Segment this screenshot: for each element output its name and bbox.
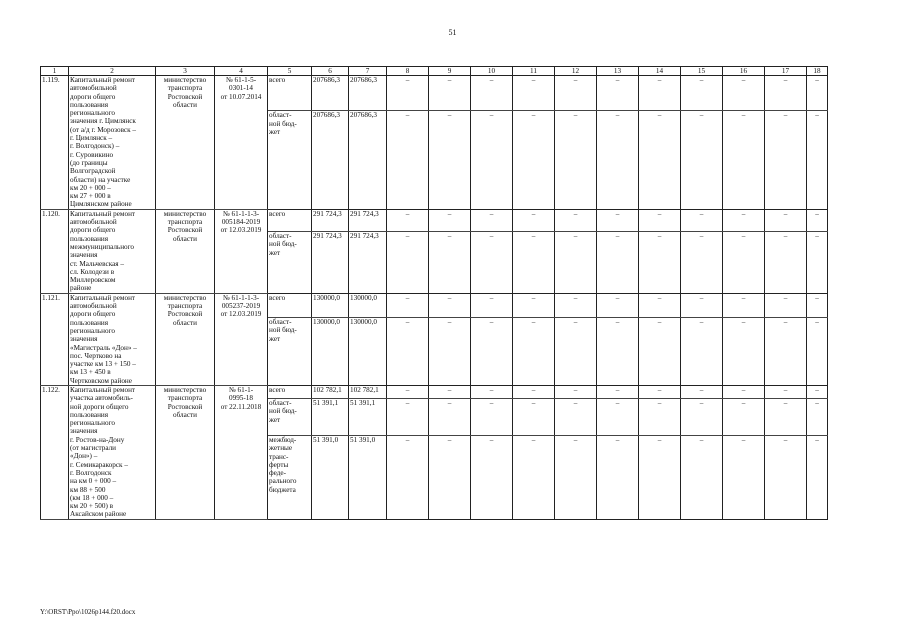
dash-cell: – — [639, 435, 681, 519]
dash-cell: – — [387, 385, 429, 398]
dash-cell: – — [765, 209, 807, 231]
dash-cell: – — [681, 293, 723, 317]
column-header: 6 — [312, 67, 349, 76]
dash-cell: – — [639, 111, 681, 209]
value-cell: 207686,3 — [349, 111, 387, 209]
document-cell: № 61-1-5- 0301-14 от 10.07.2014 — [215, 76, 268, 210]
row-number-cell: 1.121. — [41, 293, 69, 385]
dash-cell: – — [765, 76, 807, 111]
document-cell: № 61-1-1-3- 005184-2019 от 12.03.2019 — [215, 209, 268, 293]
dash-cell: – — [597, 111, 639, 209]
column-header: 11 — [513, 67, 555, 76]
dash-cell: – — [807, 318, 828, 386]
dash-cell: – — [513, 293, 555, 317]
dash-cell: – — [471, 293, 513, 317]
dash-cell: – — [807, 385, 828, 398]
row-number-cell: 1.122. — [41, 385, 69, 519]
column-header: 14 — [639, 67, 681, 76]
dash-cell: – — [387, 435, 429, 519]
dash-cell: – — [765, 385, 807, 398]
dash-cell: – — [513, 231, 555, 293]
table-row — [41, 385, 828, 398]
column-header: 2 — [69, 67, 156, 76]
dash-cell: – — [429, 111, 471, 209]
column-header: 4 — [215, 67, 268, 76]
dash-cell: – — [471, 231, 513, 293]
dash-cell: – — [597, 318, 639, 386]
row-number-cell: 1.120. — [41, 209, 69, 293]
value-cell: 291 724,3 — [349, 209, 387, 231]
dash-cell: – — [639, 318, 681, 386]
column-header: 17 — [765, 67, 807, 76]
object-name-cell: Капитальный ремонт автомобильной дороги общего пользования регионального значения г. Цимлянск (от а/д г. Морозовск – г. Цимлянск – г. Волгодонск) – г. Суровикино (до границы Волгоградской области) на участке км 20 + 000 – км 27 + 000 в Цимлянском районе — [69, 76, 156, 210]
file-path-footer: Y:\ORST\Ppo\1026p144.f20.docx — [40, 608, 136, 616]
dash-cell: – — [555, 435, 597, 519]
dash-cell: – — [681, 318, 723, 386]
dash-cell: – — [681, 231, 723, 293]
page-number: 51 — [448, 28, 457, 37]
object-name-cell: Капитальный ремонт автомобильной дороги общего пользования регионального значения «Магистраль «Дон» – пос. Чертково на участке км 13 + 150 – км 13 + 450 в Чертковском районе — [69, 293, 156, 385]
dash-cell: – — [429, 435, 471, 519]
column-header: 15 — [681, 67, 723, 76]
dash-cell: – — [807, 231, 828, 293]
column-header: 3 — [156, 67, 215, 76]
dash-cell: – — [723, 76, 765, 111]
object-name-cell: Капитальный ремонт участка автомобиль- ной дороги общего пользования регионального значения г. Ростов-на-Дону (от магистрали «Дон») – г. Семикаракорск – г. Волгодонск на км 0 + 000 – км 88 + 500 (км 18 + 000 – км 20 + 500) в Аксайском районе — [69, 385, 156, 519]
funding-source-cell: област- ной бюд- жет — [268, 318, 312, 386]
column-header: 10 — [471, 67, 513, 76]
dash-cell: – — [807, 76, 828, 111]
dash-cell: – — [555, 209, 597, 231]
dash-cell: – — [471, 318, 513, 386]
dash-cell: – — [387, 293, 429, 317]
funding-source-cell: област- ной бюд- жет — [268, 231, 312, 293]
dash-cell: – — [471, 435, 513, 519]
dash-cell: – — [597, 399, 639, 436]
column-header: 8 — [387, 67, 429, 76]
column-header: 9 — [429, 67, 471, 76]
dash-cell: – — [387, 111, 429, 209]
dash-cell: – — [555, 111, 597, 209]
dash-cell: – — [639, 76, 681, 111]
dash-cell: – — [513, 435, 555, 519]
dash-cell: – — [429, 399, 471, 436]
column-header: 16 — [723, 67, 765, 76]
dash-cell: – — [555, 318, 597, 386]
dash-cell: – — [387, 399, 429, 436]
value-cell: 130000,0 — [312, 293, 349, 317]
dash-cell: – — [723, 111, 765, 209]
dash-cell: – — [429, 209, 471, 231]
column-header: 7 — [349, 67, 387, 76]
dash-cell: – — [639, 399, 681, 436]
dash-cell: – — [765, 293, 807, 317]
funding-source-cell: всего — [268, 385, 312, 398]
value-cell: 51 391,1 — [312, 399, 349, 436]
dash-cell: – — [387, 209, 429, 231]
dash-cell: – — [513, 76, 555, 111]
table-row — [41, 76, 828, 111]
column-header: 12 — [555, 67, 597, 76]
ministry-cell: министерство транспорта Ростовской области — [156, 385, 215, 519]
value-cell: 291 724,3 — [349, 231, 387, 293]
dash-cell: – — [765, 231, 807, 293]
ministry-cell: министерство транспорта Ростовской области — [156, 209, 215, 293]
dash-cell: – — [429, 76, 471, 111]
row-number-cell: 1.119. — [41, 76, 69, 210]
value-cell: 51 391,0 — [349, 435, 387, 519]
column-header: 5 — [268, 67, 312, 76]
dash-cell: – — [639, 209, 681, 231]
dash-cell: – — [639, 385, 681, 398]
funding-source-cell: всего — [268, 209, 312, 231]
dash-cell: – — [513, 385, 555, 398]
dash-cell: – — [513, 318, 555, 386]
dash-cell: – — [429, 231, 471, 293]
table-row — [41, 293, 828, 317]
object-name-cell: Капитальный ремонт автомобильной дороги общего пользования межмуниципального значения ст. Мальчевская – сл. Колодези в Миллеровском районе — [69, 209, 156, 293]
dash-cell: – — [471, 385, 513, 398]
value-cell: 207686,3 — [312, 111, 349, 209]
dash-cell: – — [765, 435, 807, 519]
dash-cell: – — [429, 293, 471, 317]
value-cell: 291 724,3 — [312, 231, 349, 293]
dash-cell: – — [807, 399, 828, 436]
dash-cell: – — [597, 293, 639, 317]
value-cell: 51 391,0 — [312, 435, 349, 519]
dash-cell: – — [807, 293, 828, 317]
budget-table — [40, 66, 828, 520]
dash-cell: – — [723, 231, 765, 293]
dash-cell: – — [471, 399, 513, 436]
dash-cell: – — [639, 293, 681, 317]
ministry-cell: министерство транспорта Ростовской области — [156, 76, 215, 210]
funding-source-cell: област- ной бюд- жет — [268, 111, 312, 209]
dash-cell: – — [723, 435, 765, 519]
value-cell: 207686,3 — [349, 76, 387, 111]
column-header: 18 — [807, 67, 828, 76]
value-cell: 102 782,1 — [312, 385, 349, 398]
dash-cell: – — [807, 435, 828, 519]
funding-source-cell: всего — [268, 76, 312, 111]
dash-cell: – — [471, 111, 513, 209]
dash-cell: – — [681, 385, 723, 398]
dash-cell: – — [387, 318, 429, 386]
column-header: 1 — [41, 67, 69, 76]
value-cell: 51 391,1 — [349, 399, 387, 436]
document-cell: № 61-1-1-3- 005237-2019 от 12.03.2019 — [215, 293, 268, 385]
dash-cell: – — [471, 209, 513, 231]
dash-cell: – — [765, 318, 807, 386]
dash-cell: – — [765, 111, 807, 209]
dash-cell: – — [429, 318, 471, 386]
ministry-cell: министерство транспорта Ростовской области — [156, 293, 215, 385]
dash-cell: – — [723, 399, 765, 436]
dash-cell: – — [513, 399, 555, 436]
dash-cell: – — [597, 231, 639, 293]
dash-cell: – — [513, 111, 555, 209]
dash-cell: – — [639, 231, 681, 293]
dash-cell: – — [555, 399, 597, 436]
value-cell: 207686,3 — [312, 76, 349, 111]
document-cell: № 61-1- 0995-18 от 22.11.2018 — [215, 385, 268, 519]
dash-cell: – — [597, 209, 639, 231]
dash-cell: – — [807, 111, 828, 209]
dash-cell: – — [387, 76, 429, 111]
funding-source-cell: всего — [268, 293, 312, 317]
dash-cell: – — [723, 318, 765, 386]
dash-cell: – — [555, 76, 597, 111]
dash-cell: – — [681, 209, 723, 231]
dash-cell: – — [765, 399, 807, 436]
dash-cell: – — [597, 385, 639, 398]
dash-cell: – — [513, 209, 555, 231]
value-cell: 130000,0 — [349, 293, 387, 317]
table-row — [41, 209, 828, 231]
dash-cell: – — [723, 385, 765, 398]
header-row — [41, 67, 828, 76]
value-cell: 291 724,3 — [312, 209, 349, 231]
dash-cell: – — [597, 435, 639, 519]
dash-cell: – — [681, 76, 723, 111]
dash-cell: – — [723, 293, 765, 317]
dash-cell: – — [807, 209, 828, 231]
dash-cell: – — [555, 231, 597, 293]
dash-cell: – — [681, 111, 723, 209]
dash-cell: – — [387, 231, 429, 293]
funding-source-cell: межбюд- жетные транс- ферты феде- рального бюджета — [268, 435, 312, 519]
dash-cell: – — [471, 76, 513, 111]
funding-source-cell: област- ной бюд- жет — [268, 399, 312, 436]
dash-cell: – — [597, 76, 639, 111]
value-cell: 130000,0 — [312, 318, 349, 386]
dash-cell: – — [681, 435, 723, 519]
dash-cell: – — [723, 209, 765, 231]
value-cell: 102 782,1 — [349, 385, 387, 398]
column-header: 13 — [597, 67, 639, 76]
value-cell: 130000,0 — [349, 318, 387, 386]
dash-cell: – — [555, 293, 597, 317]
dash-cell: – — [429, 385, 471, 398]
dash-cell: – — [681, 399, 723, 436]
dash-cell: – — [555, 385, 597, 398]
